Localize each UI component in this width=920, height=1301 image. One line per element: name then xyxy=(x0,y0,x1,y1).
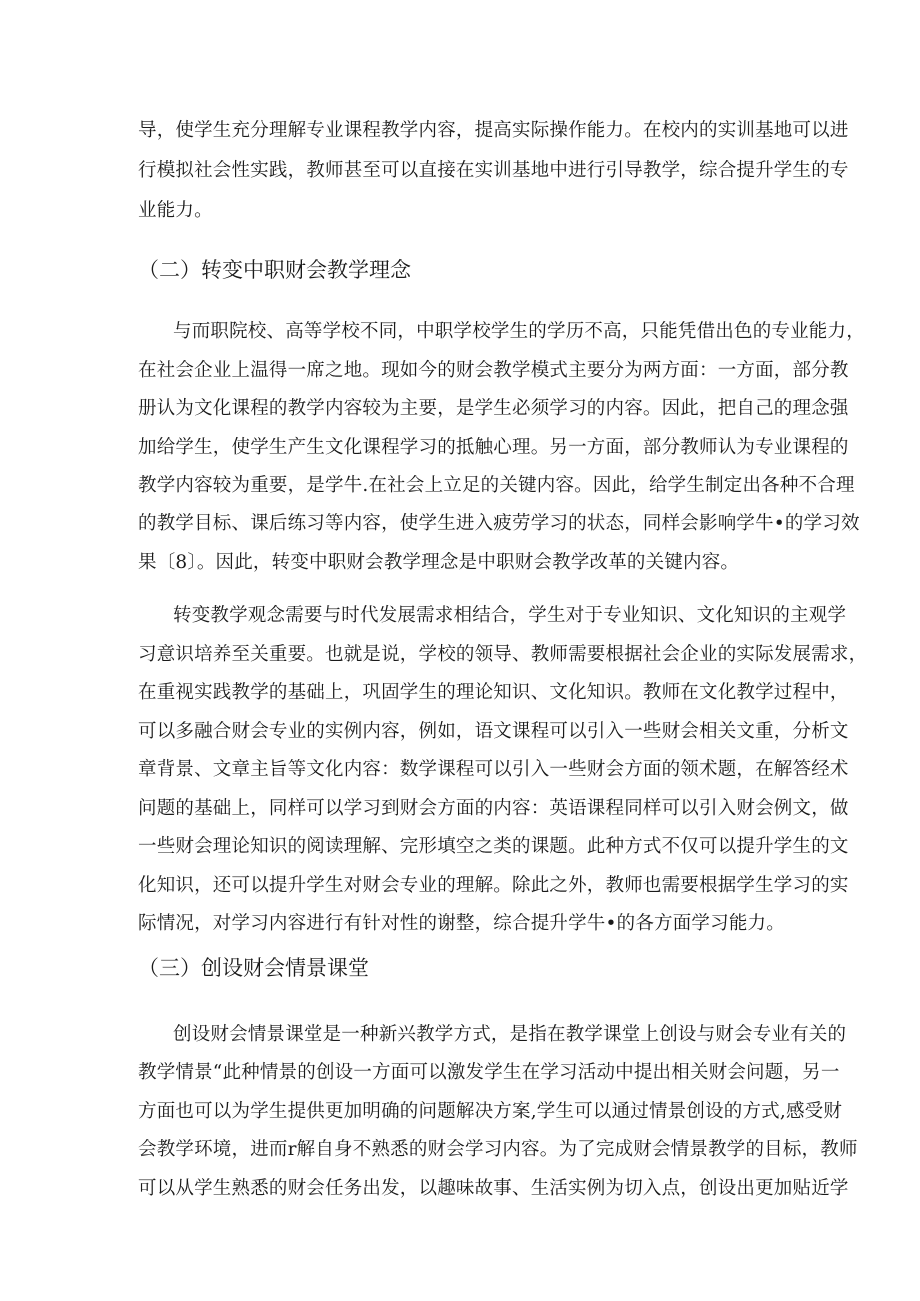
paragraph-line: 行模拟社会性实践，教师甚至可以直接在实训基地中进行引导教学，综合提升学生的专 xyxy=(138,160,849,181)
paragraph-line: 转变教学观念需要与时代发展需求相结合，学生对于专业知识、文化知识的主观学 xyxy=(173,605,847,626)
paragraph-line: 教学内容较为重要，是学牛.在社会上立足的关键内容。因此，给学生制定出各种不合理 xyxy=(138,475,855,496)
paragraph-line: 业能力。 xyxy=(138,200,213,221)
paragraph-line: 可以从学生熟悉的财会任务出发，以趣味故事、生活实例为切入点，创设出更加贴近学 xyxy=(138,1178,849,1199)
paragraph-line: 导，使学生充分理解专业课程教学内容，提高实际操作能力。在校内的实训基地可以进 xyxy=(138,120,849,141)
paragraph-line: 章背景、文章主旨等文化内容：数学课程可以引入一些财会方面的领术题，在解答经术 xyxy=(138,759,849,780)
paragraph-line: 际情况，对学习内容进行有针对性的谢整，综合提升学牛•的各方面学习能力。 xyxy=(138,913,785,934)
paragraph-line: 习意识培养至关重要。也就是说，学校的领导、教师需要根据社会企业的实际发展需求， xyxy=(138,644,868,665)
paragraph-line: 在重视实践教学的基础上，巩固学生的理论知识、文化知识。教师在文化教学过程中， xyxy=(138,682,849,703)
paragraph-line: 问题的基础上，同样可以学习到财会方面的内容：英语课程同样可以引入财会例文，做 xyxy=(138,798,849,819)
paragraph-line: 创设财会情景课堂是一种新兴教学方式，是指在教学课堂上创设与财会专业有关的 xyxy=(173,1024,847,1045)
paragraph-line: 与而职院校、高等学校不同，中职学校学生的学历不高，只能凭借出色的专业能力， xyxy=(173,321,865,342)
paragraph-line: 会教学环境，进而r解自身不熟悉的财会学习内容。为了完成财会情景教学的目标，教师 xyxy=(138,1139,858,1160)
paragraph-line: 的教学目标、课后练习等内容，使学生进入疲劳学习的状态，同样会影响学牛•的学习效 xyxy=(138,513,860,534)
paragraph-line: 化知识，还可以提升学生对财会专业的理解。除此之外，教师也需要根据学生学习的实 xyxy=(138,875,849,896)
paragraph-line: 在社会企业上温得一席之地。现如今的财会教学模式主要分为两方面：一方面，部分教 xyxy=(138,360,849,381)
paragraph-line: 一些财会理论知识的阅读理解、完形填空之类的课题。此种方式不仅可以提升学生的文 xyxy=(138,836,849,857)
paragraph-line: 果〔8〕。因此，转变中职财会教学理念是中职财会教学改革的关键内容。 xyxy=(138,552,740,573)
section-heading-3: （三）创设财会情景课堂 xyxy=(138,956,369,980)
paragraph-line: 加给学生，使学生产生文化课程学习的抵触心理。另一方面，部分教师认为专业课程的 xyxy=(138,437,849,458)
paragraph-line: 教学情景“此种情景的创设一方面可以激发学生在学习活动中提出相关财会问题，另一 xyxy=(138,1062,840,1083)
paragraph-line: 方面也可以为学生提供更加明确的问题解决方案,学生可以通过情景创设的方式,感受财 xyxy=(138,1101,843,1122)
paragraph-line: 可以多融合财会专业的实例内容，例如，语文课程可以引入一些财会相关文重，分析文 xyxy=(138,721,849,742)
paragraph-line: 册认为文化课程的教学内容较为主要，是学生必须学习的内容。因此，把自己的理念强 xyxy=(138,398,849,419)
section-heading-2: （二）转变中职财会教学理念 xyxy=(138,258,411,282)
